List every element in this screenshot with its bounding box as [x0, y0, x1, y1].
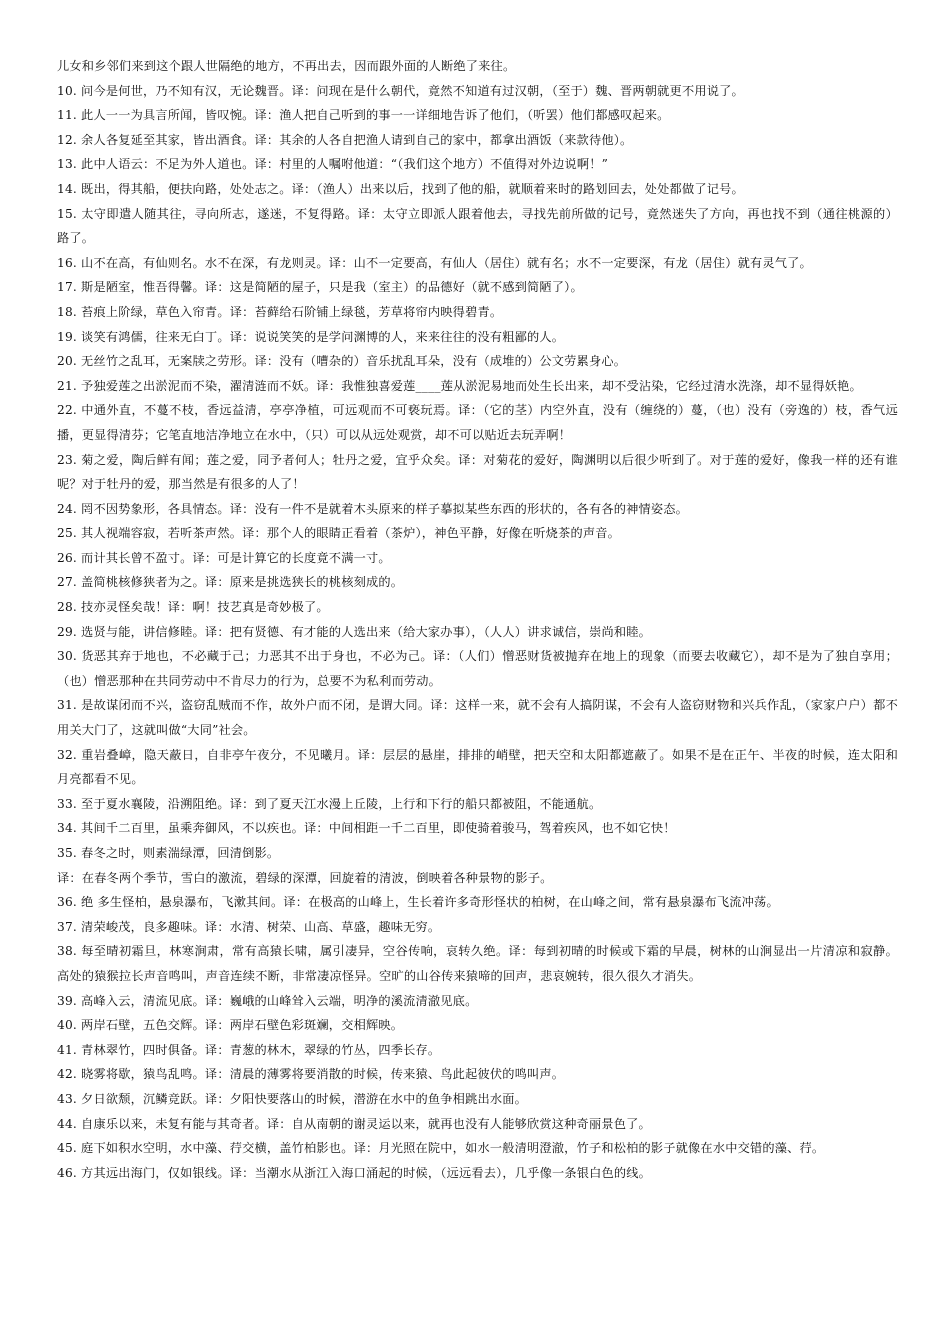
text-paragraph: 13. 此中人语云：不足为外人道也。译：村里的人嘱咐他道：“（我们这个地方）不值得对外边说啊！” — [57, 157, 609, 172]
text-paragraph: 33. 至于夏水襄陵，沿溯阻绝。译：到了夏天江水漫上丘陵，上行和下行的船只都被阻，不能通航。 — [57, 796, 602, 811]
text-paragraph: 35. 春冬之时，则素湍绿潭，回清倒影。 — [57, 846, 280, 860]
text-paragraph: 44. 自康乐以来，未复有能与其奇者。译：自从南朝的谢灵运以来，就再也没有人能够欣赏这种奇丽景色了。 — [57, 1116, 651, 1131]
text-paragraph: 28. 技亦灵怪矣哉！译：啊！技艺真是奇妙极了。 — [57, 600, 329, 615]
text-paragraph: 29. 选贤与能，讲信修睦。译：把有贤德、有才能的人选出来（给大家办事），（人人）讲求诚信，崇尚和睦。 — [57, 624, 652, 639]
text-paragraph: 21. 予独爱莲之出淤泥而不染，濯清涟而不妖。译：我惟独喜爱莲____莲从淤泥易地而处生长出来，却不受沾染，它经过清水洗涤，却不显得妖艳。 — [57, 378, 862, 393]
text-paragraph: 儿女和乡邻们来到这个跟人世隔绝的地方，不再出去，因而跟外面的人断绝了来往。 — [57, 59, 516, 73]
text-paragraph: 14. 既出，得其船，便扶向路，处处志之。译：（渔人）出来以后，找到了他的船，就顺着来时的路划回去，处处都做了记号。 — [57, 181, 744, 196]
text-paragraph: 16. 山不在高，有仙则名。水不在深，有龙则灵。译：山不一定要高，有仙人（居住）就有名；水不一定要深，有龙（居住）就有灵气了。 — [57, 255, 812, 270]
text-paragraph: 34. 其间千二百里，虽乘奔御风，不以疾也。译：中间相距一千二百里，即使骑着骏马，驾着疾风，也不如它快！ — [57, 821, 676, 836]
text-paragraph: 30. 货恶其弃于地也，不必藏于己；力恶其不出于身也，不必为己。译：（人们）憎恶财货被抛弃在地上的现象（而要去收藏它），却不是为了独自享用；（也）憎恶那种在共同劳动中不肯尽力的行为，总要不为私利而劳动。 — [57, 649, 898, 688]
text-paragraph: 24. 罔不因势象形，各具情态。译：没有一件不是就着木头原来的样子摹拟某些东西的形状的，各有各的神情姿态。 — [57, 501, 689, 516]
text-paragraph: 32. 重岩叠嶂，隐天蔽日，自非亭午夜分，不见曦月。译：层层的悬崖，排排的峭壁，把天空和太阳都遮蔽了。如果不是在正午、半夜的时候，连太阳和月亮都看不见。 — [57, 747, 898, 787]
text-paragraph: 17. 斯是陋室，惟吾得馨。译：这是简陋的屋子，只是我（室主）的品德好（就不感到简陋了）。 — [57, 280, 583, 295]
text-paragraph: 译：在春冬两个季节，雪白的激流，碧绿的深潭，回旋着的清波，倒映着各种景物的影子。 — [57, 870, 553, 885]
text-paragraph: 22. 中通外直，不蔓不枝，香远益清，亭亭净植，可远观而不可亵玩焉。译：（它的茎）内空外直，没有（缠绕的）蔓，（也）没有（旁逸的）枝，香气远播，更显得清芬；它笔直地洁净地立在水中，（只）可以从远处观赏，却不可以贴近去玩弄啊！ — [57, 403, 898, 442]
text-paragraph: 26. 而计其长曾不盈寸。译：可是计算它的长度竟不满一寸。 — [57, 550, 391, 565]
text-paragraph: 20. 无丝竹之乱耳，无案牍之劳形。译：没有（嘈杂的）音乐扰乱耳朵，没有（成堆的）公文劳累身心。 — [57, 354, 627, 369]
text-paragraph: 25. 其人视端容寂，若听茶声然。译：那个人的眼睛正看着（茶炉），神色平静，好像在听烧茶的声音。 — [57, 526, 621, 541]
text-paragraph: 38. 每至晴初霜旦，林寒涧肃，常有高猿长啸，属引凄异，空谷传响，哀转久绝。译：每到初晴的时候或下霜的早晨，树林的山涧显出一片清凉和寂静。高处的猿猴拉长声音鸣叫，声音连续不断，非常凄凉怪异。空旷的山谷传来猿啼的回声，悲哀婉转，很久很久才消失。 — [57, 944, 898, 983]
text-paragraph: 37. 清荣峻茂，良多趣味。译：水清、树荣、山高、草盛，趣味无穷。 — [57, 919, 441, 934]
text-paragraph: 18. 苔痕上阶绿，草色入帘青。译：苔藓给石阶铺上绿毯，芳草将帘内映得碧青。 — [57, 304, 503, 319]
text-paragraph: 46. 方其远出海门，仅如银线。译：当潮水从浙江入海口涌起的时候，（远远看去），几乎像一条银白色的线。 — [57, 1165, 652, 1180]
text-paragraph: 11. 此人一一为具言所闻，皆叹惋。译：渔人把自己听到的事一一详细地告诉了他们，（听罢）他们都感叹起来。 — [57, 108, 670, 123]
text-paragraph: 41. 青林翠竹，四时俱备。译：青葱的林木，翠绿的竹丛，四季长存。 — [57, 1042, 441, 1057]
text-paragraph: 31. 是故谋闭而不兴，盗窃乱贼而不作，故外户而不闭，是谓大同。译：这样一来，就不会有人搞阴谋，不会有人盗窃财物和兴兵作乱，（家家户户）都不用关大门了，这就叫做“大同”社会。 — [57, 698, 898, 738]
text-paragraph: 15. 太守即遣人随其往，寻向所志，遂迷，不复得路。译：太守立即派人跟着他去，寻找先前所做的记号，竟然迷失了方向，再也找不到（通往桃源的）路了。 — [57, 206, 898, 246]
text-paragraph: 27. 盖简桃核修狭者为之。译：原来是挑选狭长的桃核刻成的。 — [57, 575, 404, 590]
text-paragraph: 43. 夕日欲颓，沉鳞竞跃。译：夕阳快要落山的时候，潜游在水中的鱼争相跳出水面。 — [57, 1091, 528, 1106]
text-paragraph: 10. 问今是何世，乃不知有汉，无论魏晋。译：问现在是什么朝代，竟然不知道有过汉朝，（至于）魏、晋两朝就更不用说了。 — [57, 83, 744, 98]
text-paragraph: 12. 余人各复延至其家，皆出酒食。译：其余的人各自把渔人请到自己的家中，都拿出酒饭（来款待他）。 — [57, 132, 633, 147]
text-paragraph: 45. 庭下如积水空明，水中藻、荇交横，盖竹柏影也。译：月光照在院中，如水一般清明澄澈，竹子和松柏的影子就像在水中交错的藻、荇。 — [57, 1141, 825, 1156]
text-paragraph: 40. 两岸石壁，五色交辉。译：两岸石壁色彩斑斓，交相辉映。 — [57, 1018, 404, 1033]
text-paragraph: 19. 谈笑有鸿儒，往来无白丁。译：说说笑笑的是学问渊博的人，来来往往的没有粗鄙的人。 — [57, 329, 565, 344]
text-paragraph: 42. 晓雾将歇，猿鸟乱鸣。译：清晨的薄雾将要消散的时候，传来猿、鸟此起彼伏的鸣叫声。 — [57, 1067, 565, 1082]
text-paragraph: 23. 菊之爱，陶后鲜有闻；莲之爱，同予者何人；牡丹之爱，宜乎众矣。译：对菊花的爱好，陶渊明以后很少听到了。对于莲的爱好，像我一样的还有谁呢？对于牡丹的爱，那当然是有很多的人了！ — [57, 452, 898, 492]
text-paragraph: 36. 绝 多生怪柏，悬泉瀑布，飞漱其间。译：在极高的山峰上，生长着许多奇形怪状的柏树，在山峰之间，常有悬泉瀑布飞流冲荡。 — [57, 895, 779, 910]
text-paragraph: 39. 高峰入云，清流见底。译：巍峨的山峰耸入云端，明净的溪流清澈见底。 — [57, 993, 478, 1008]
